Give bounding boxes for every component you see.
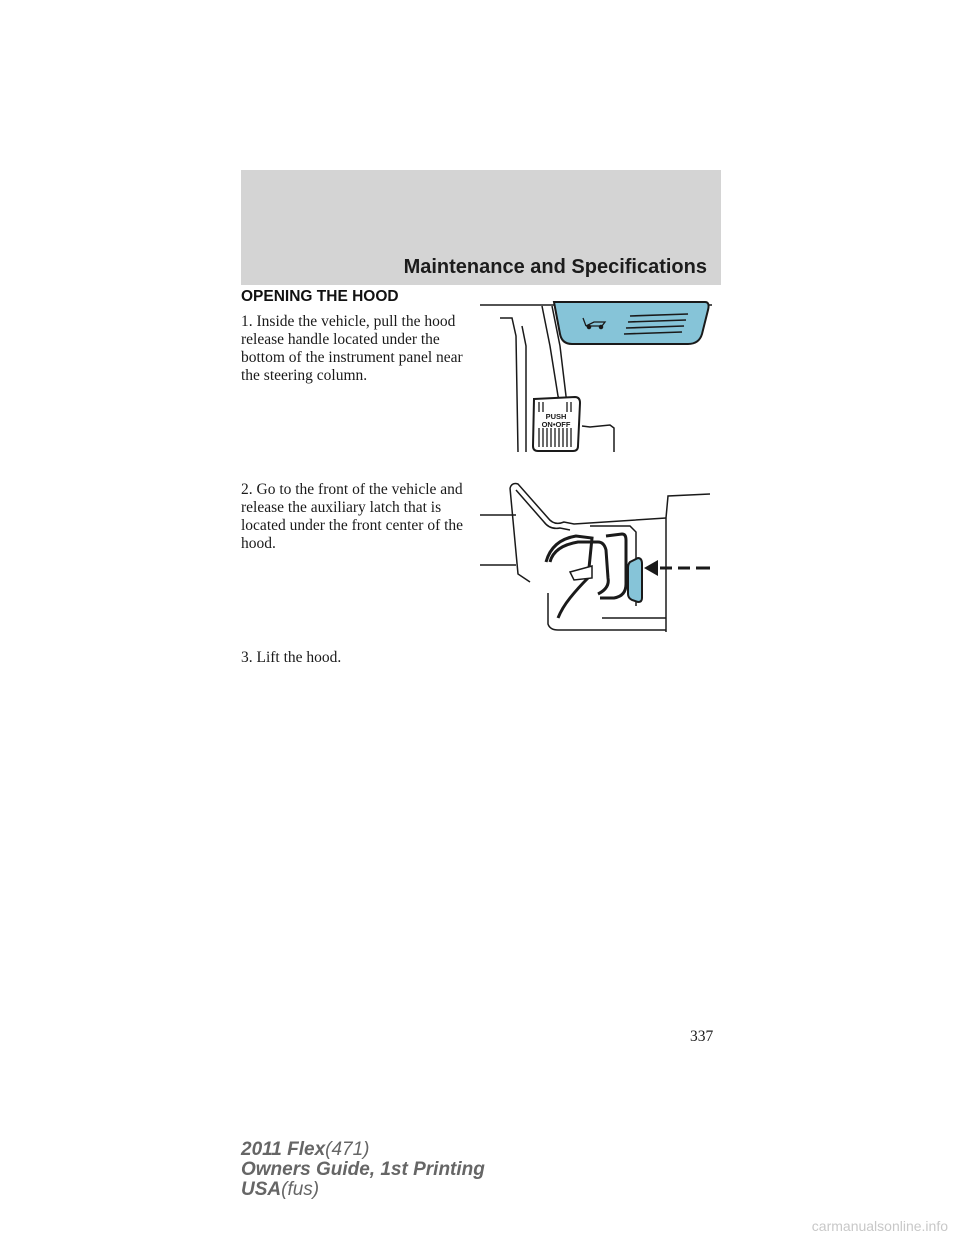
watermark: carmanualsonline.info (811, 1218, 948, 1234)
pedal-label-onoff: ON•OFF (541, 420, 571, 429)
section-title: Maintenance and Specifications (403, 256, 707, 278)
footer-market-code: (fus) (281, 1179, 320, 1200)
header-band (241, 170, 721, 285)
auxiliary-latch-figure (480, 478, 716, 638)
footer-market: USA (241, 1179, 282, 1200)
auxiliary-latch-lever (628, 558, 642, 602)
step-1-text: 1. Inside the vehicle, pull the hood release handle located under the bottom of the instrument panel near the steering column. (241, 313, 463, 384)
page-number: 337 (690, 1028, 714, 1045)
footer-model-code: (471) (325, 1139, 370, 1160)
hood-release-handle (554, 302, 709, 344)
step-3-text: 3. Lift the hood. (241, 649, 342, 666)
page-heading: OPENING THE HOOD (241, 288, 399, 305)
footer-imprint (241, 1140, 485, 1200)
step-2-text: 2. Go to the front of the vehicle and release the auxiliary latch that is located under the front center of the hood. (241, 481, 464, 552)
pedal-label-push: PUSH (545, 412, 567, 421)
latch-pointer-arrow-icon (644, 560, 710, 576)
hood-release-figure (480, 296, 716, 456)
parking-brake-pedal (533, 397, 580, 451)
footer-edition: Owners Guide, 1st Printing (241, 1159, 485, 1180)
footer-model: 2011 Flex (241, 1139, 326, 1160)
